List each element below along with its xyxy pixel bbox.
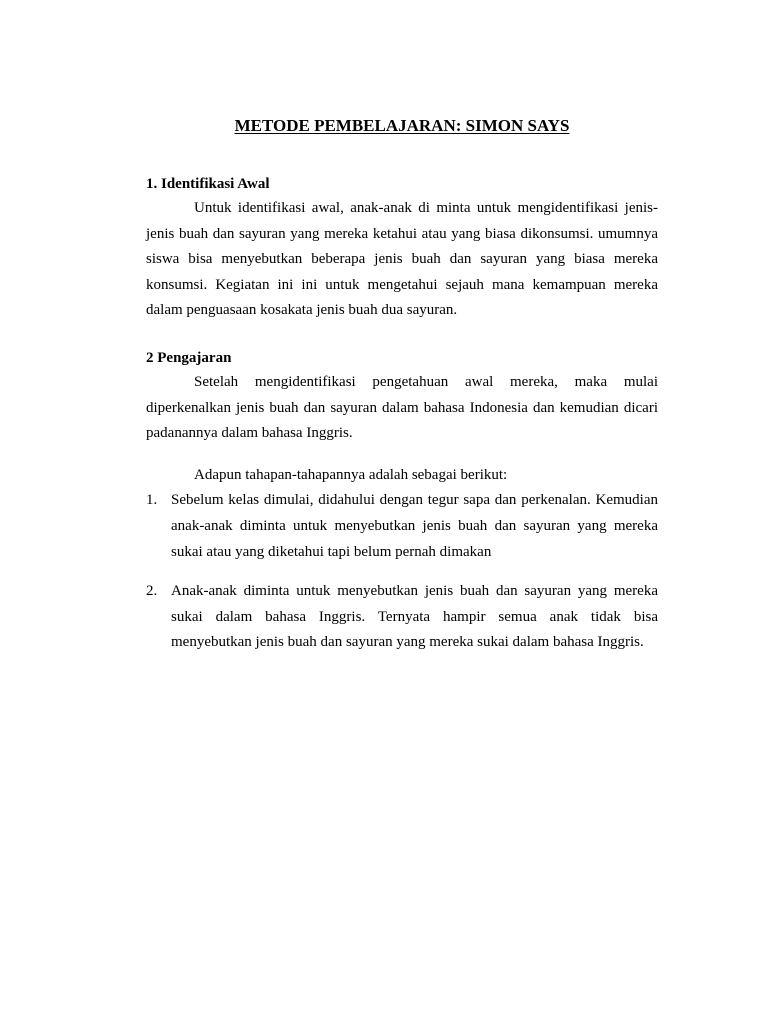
list-item [143,579,658,656]
section-heading: 2 Pengajaran [146,349,232,366]
document-title: METODE PEMBELAJARAN: SIMON SAYS [234,116,570,135]
list-item [143,488,658,565]
list-item-number: 1. [146,492,158,509]
section-identifikasi-awal [146,172,658,324]
section-heading: 1. Identifikasi Awal [146,176,270,192]
steps-list [143,488,658,656]
section-pengajaran [146,346,658,447]
steps-list-wrapper [143,488,658,656]
list-item-number: 2. [146,583,158,600]
list-item-text: Sebelum kelas dimulai, didahului dengan tegur sapa dan perkenalan. Kemudian anak-anak diminta untuk menyebutkan jenis buah dan sayuran yang mereka sukai atau yang diketahui tapi belum pernah dimakan [171,492,658,560]
section-paragraph: Setelah mengidentifikasi pengetahuan awal mereka, maka mulai diperkenalkan jenis buah dan sayuran dalam bahasa Indonesia dan kemudian dicari padanannya dalam bahasa Inggris. [146,373,658,442]
section-paragraph: Untuk identifikasi awal, anak-anak di minta untuk mengidentifikasi jenis-jenis buah dan sayuran yang mereka ketahui atau yang biasa dikonsumsi. umumnya siswa bisa menyebutkan beberapa jenis buah dan sayuran yang biasa mereka konsumsi. Kegiatan ini ini untuk mengetahui sejauh mana kemampuan mereka dalam penguasaan kosakata jenis buah dua sayuran. [146,200,658,319]
steps-intro: Adapun tahapan-tahapannya adalah sebagai berikut: [194,466,508,483]
list-item-text: Anak-anak diminta untuk menyebutkan jenis buah dan sayuran yang mereka sukai dalam bahasa Inggris. Ternyata hampir semua anak tidak bisa menyebutkan jenis buah dan sayuran yang mereka sukai dalam bahasa Inggris. [171,583,658,651]
